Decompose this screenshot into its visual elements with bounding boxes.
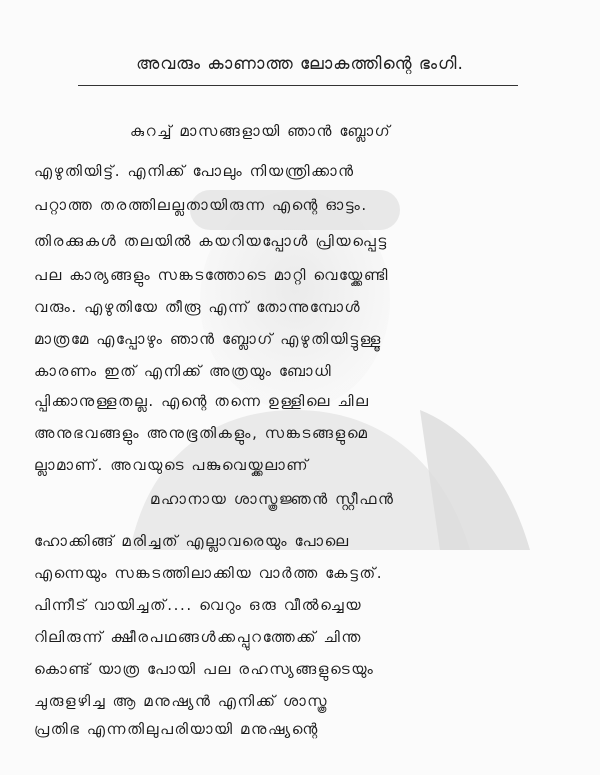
text-line: കുറച്ച് മാസങ്ങളായി ഞാൻ ബ്ലോഗ്	[130, 122, 392, 140]
text-line: അനുഭവങ്ങളും അനുഭൂതികളും, സങ്കടങ്ങളുമെ	[34, 424, 369, 442]
text-line: പറ്റാത്ത തരത്തിലല്ലതായിരുന്ന എന്റെ ഓട്ടം.	[34, 196, 368, 214]
text-line: കാരണം ഇത് എനിക്ക് അത്രയും ബോധി	[34, 362, 333, 380]
page-title: അവരും കാണാത്ത ലോകത്തിന്റെ ഭംഗി.	[136, 54, 464, 74]
text-line: തിരക്കുകൾ തലയിൽ കയറിയപ്പോൾ പ്രിയപ്പെട്ട	[34, 232, 388, 250]
text-line: പല കാര്യങ്ങളും സങ്കടത്തോടെ മാറ്റി വെയ്ക്കേണ്ടി	[34, 266, 390, 284]
text-line: എഴുതിയിട്ട്. എനിക്ക് പോലും നിയന്ത്രിക്കാൻ	[34, 162, 355, 180]
title-underline	[78, 84, 518, 86]
text-line: പിന്നീട് വായിച്ചത്.... വെറും ഒരു വീൽച്ചെയ	[34, 596, 363, 614]
text-line: ചുരുളഴിച്ച ആ മനുഷ്യൻ എനിക്ക് ശാസ്ത്ര	[34, 692, 329, 710]
text-line: കൊണ്ട് യാത്ര പോയി പല രഹസ്യങ്ങളുടെയും	[34, 660, 375, 678]
text-line: ല്ലാമാണ്. അവയുടെ പങ്കുവെയ്ക്കലാണ്	[34, 456, 310, 474]
text-line: ഹോക്കിങ്ങ് മരിച്ചത് എല്ലാവരെയും പോലെ	[34, 532, 350, 550]
text-line: മാത്രമേ എപ്പോഴും ഞാൻ ബ്ലോഗ് എഴുതിയിട്ടുള്ളൂ	[34, 330, 382, 348]
text-line: മഹാനായ ശാസ്ത്രജ്ഞൻ സ്റ്റീഫൻ	[150, 490, 395, 508]
text-line: പ്രതിഭ എന്നതിലുപരിയായി മനുഷ്യന്റെ	[34, 720, 319, 738]
text-line: വരും. എഴുതിയേ തീരൂ എന്ന് തോന്നുമ്പോൾ	[34, 298, 362, 316]
text-line: പ്പിക്കാനുള്ളതല്ല. എന്റെ തന്നെ ഉള്ളിലെ ചില	[34, 392, 370, 410]
text-line: എന്നെയും സങ്കടത്തിലാക്കിയ വാർത്ത കേട്ടത്.	[34, 564, 384, 582]
text-line: റിലിരുന്ന് ക്ഷീരപഥങ്ങൾക്കപ്പുറത്തേക്ക് ചിന്ത	[34, 628, 362, 646]
